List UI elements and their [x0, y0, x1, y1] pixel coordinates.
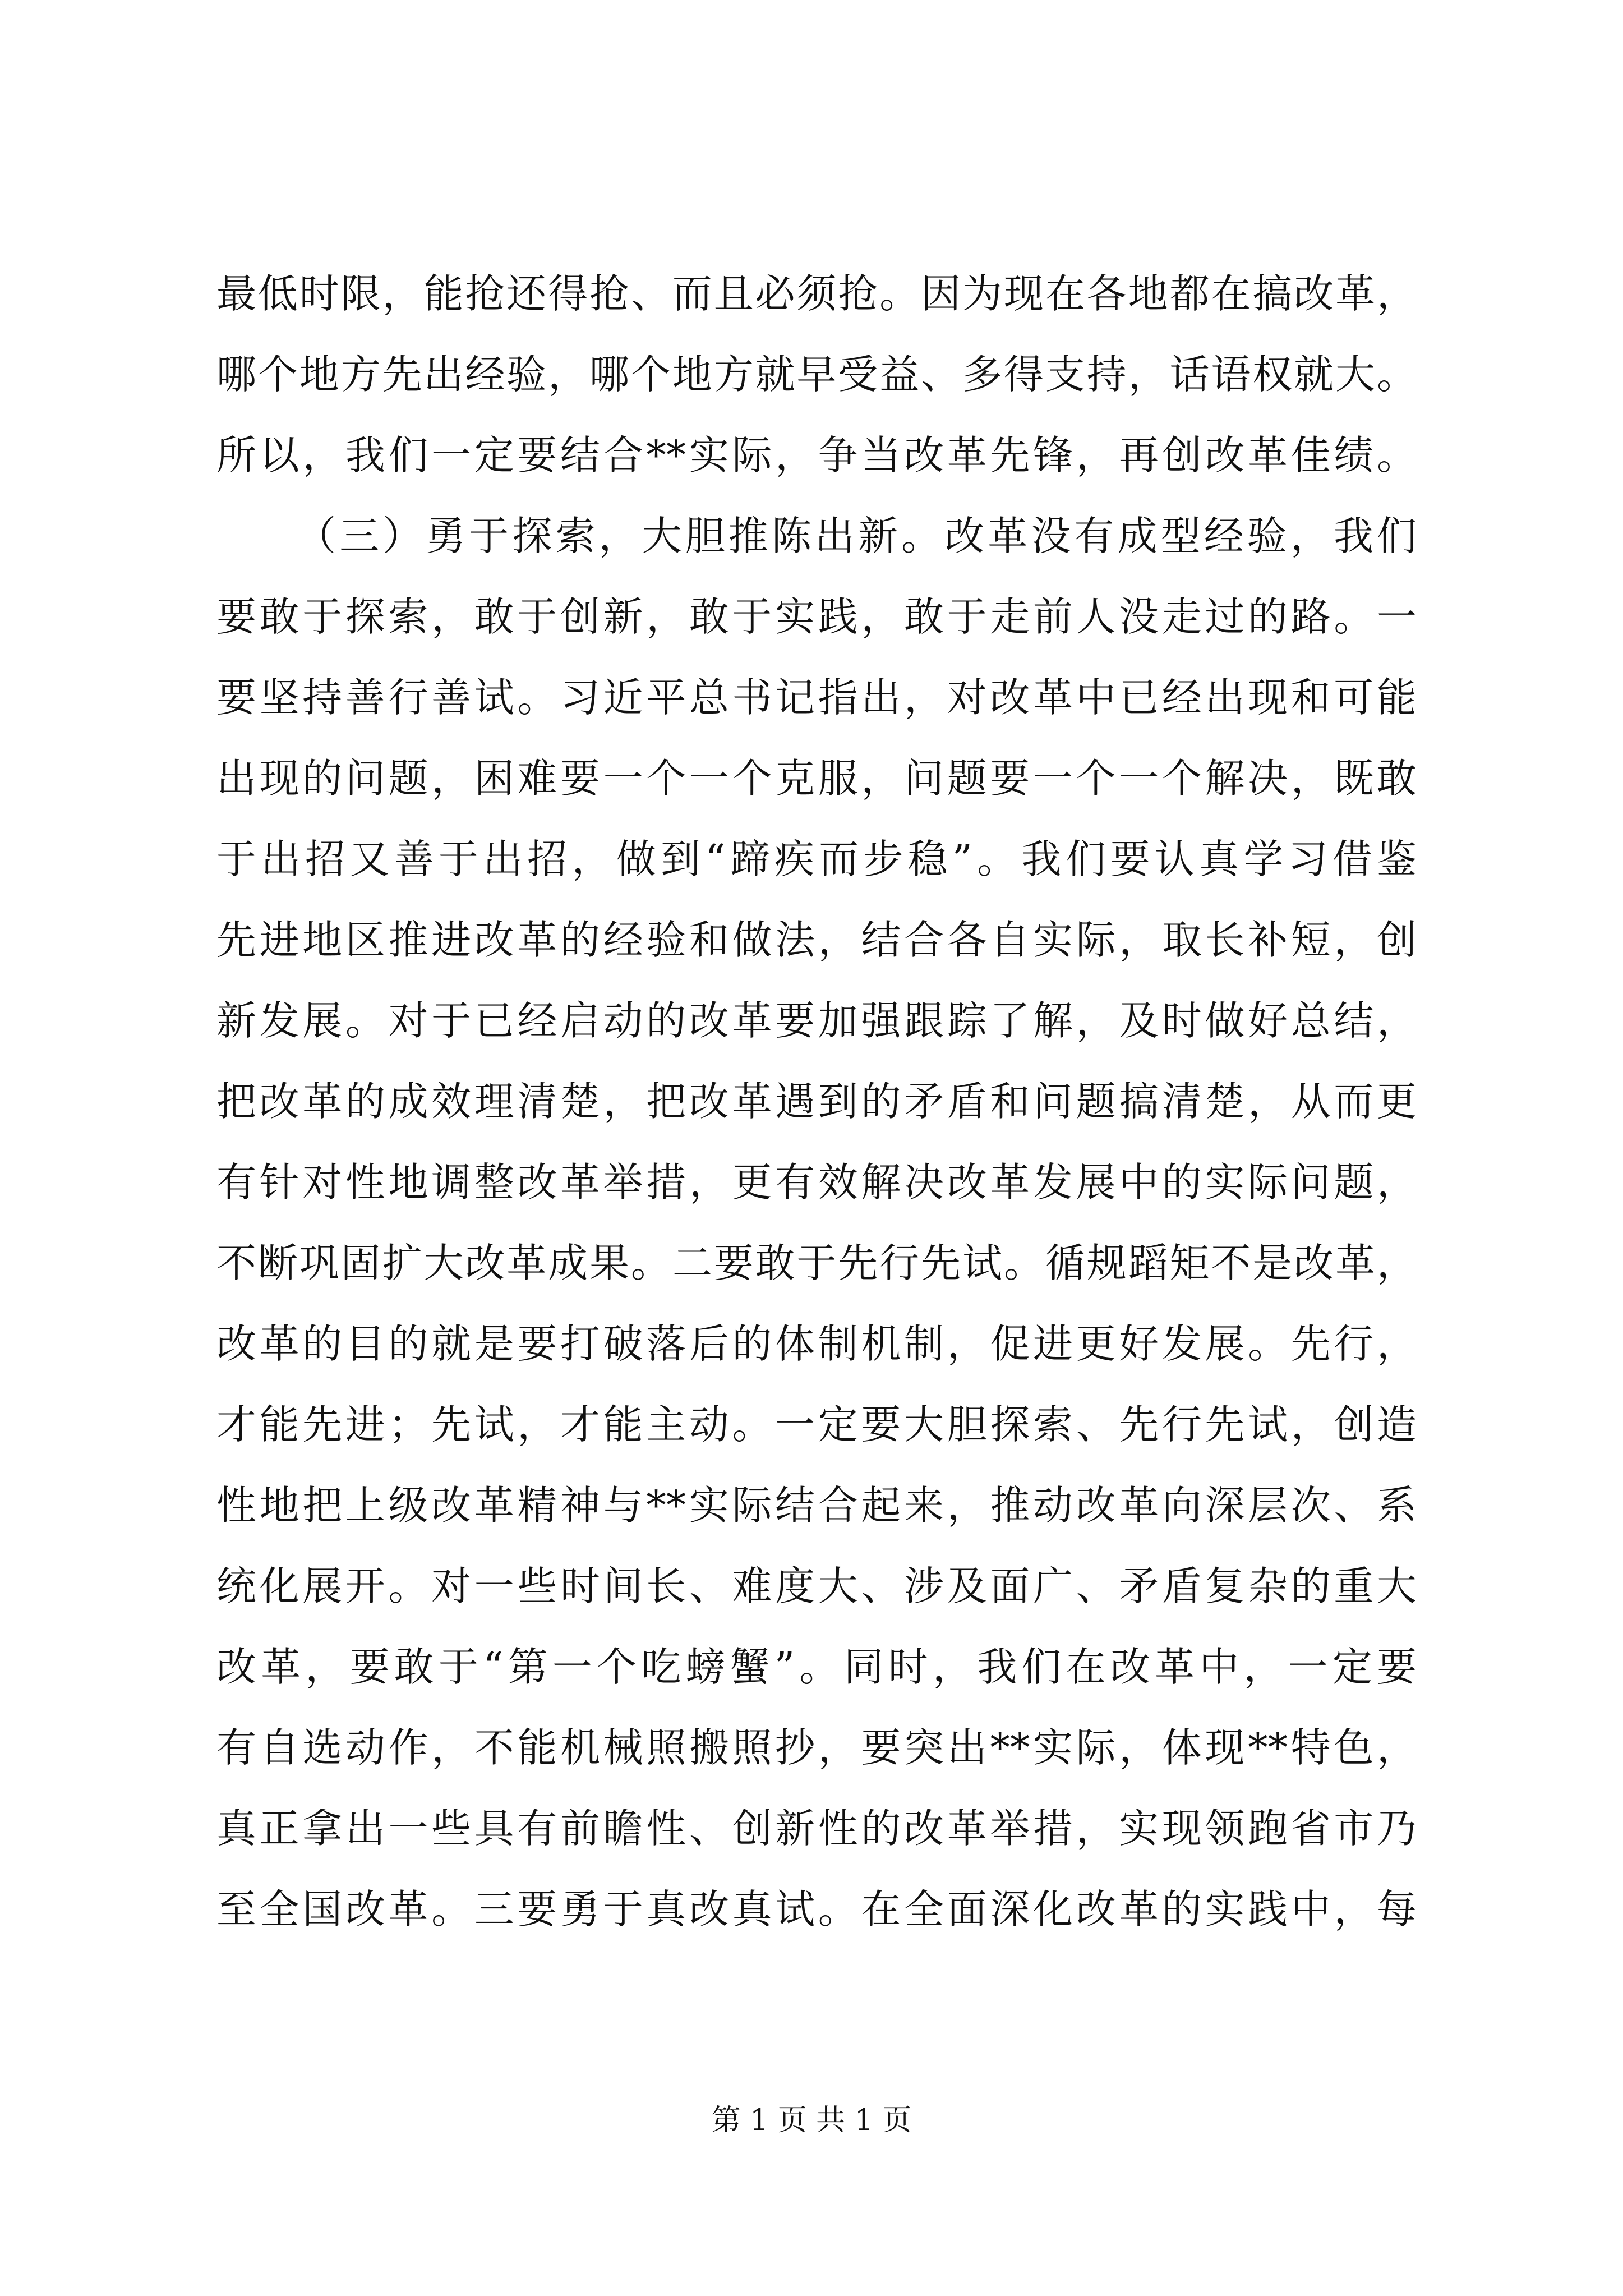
text-line: 性地把上级改革精神与**实际结合起来，推动改革向深层次、系 — [216, 1482, 1417, 1529]
text-line: 要坚持善行善试。习近平总书记指出，对改革中已经出现和可能 — [216, 674, 1417, 721]
text-line: 改革的目的就是要打破落后的体制机制，促进更好发展。先行， — [216, 1320, 1417, 1367]
text-line: 要敢于探索，敢于创新，敢于实践，敢于走前人没走过的路。一 — [216, 593, 1417, 640]
text-line: 新发展。对于已经启动的改革要加强跟踪了解，及时做好总结， — [216, 997, 1417, 1044]
text-line: 最低时限，能抢还得抢、而且必须抢。因为现在各地都在搞改革， — [216, 270, 1417, 317]
page-number: 第 1 页 共 1 页 — [711, 2104, 912, 2137]
page-footer — [0, 2098, 1623, 2143]
text-line: 出现的问题，困难要一个一个克服，问题要一个一个解决，既敢 — [216, 755, 1417, 802]
text-line: 不断巩固扩大改革成果。二要敢于先行先试。循规蹈矩不是改革， — [216, 1240, 1417, 1286]
text-line: 有针对性地调整改革举措，更有效解决改革发展中的实际问题， — [216, 1159, 1417, 1205]
text-line: 哪个地方先出经验，哪个地方就早受益、多得支持，话语权就大。 — [216, 351, 1417, 398]
section-heading-line: （三）勇于探索，大胆推陈出新。改革没有成型经验，我们 — [296, 513, 1417, 559]
text-line: 先进地区推进改革的经验和做法，结合各自实际，取长补短，创 — [216, 917, 1417, 963]
text-line: 统化展开。对一些时间长、难度大、涉及面广、矛盾复杂的重大 — [216, 1563, 1417, 1609]
text-line: 才能先进；先试，才能主动。一定要大胆探索、先行先试，创造 — [216, 1401, 1417, 1448]
text-line: 改革，要敢于“第一个吃螃蟹”。同时，我们在改革中，一定要 — [216, 1644, 1417, 1690]
text-line: 于出招又善于出招，做到“蹄疾而步稳”。我们要认真学习借鉴 — [216, 836, 1417, 882]
text-line: 把改革的成效理清楚，把改革遇到的矛盾和问题搞清楚，从而更 — [216, 1078, 1417, 1125]
text-line: 所以，我们一定要结合**实际，争当改革先锋，再创改革佳绩。 — [216, 432, 1417, 478]
text-line: 至全国改革。三要勇于真改真试。在全面深化改革的实践中，每 — [216, 1886, 1417, 1932]
body-text — [216, 254, 1417, 1950]
text-line: 真正拿出一些具有前瞻性、创新性的改革举措，实现领跑省市乃 — [216, 1805, 1417, 1852]
text-line: 有自选动作，不能机械照搬照抄，要突出**实际，体现**特色， — [216, 1724, 1417, 1771]
